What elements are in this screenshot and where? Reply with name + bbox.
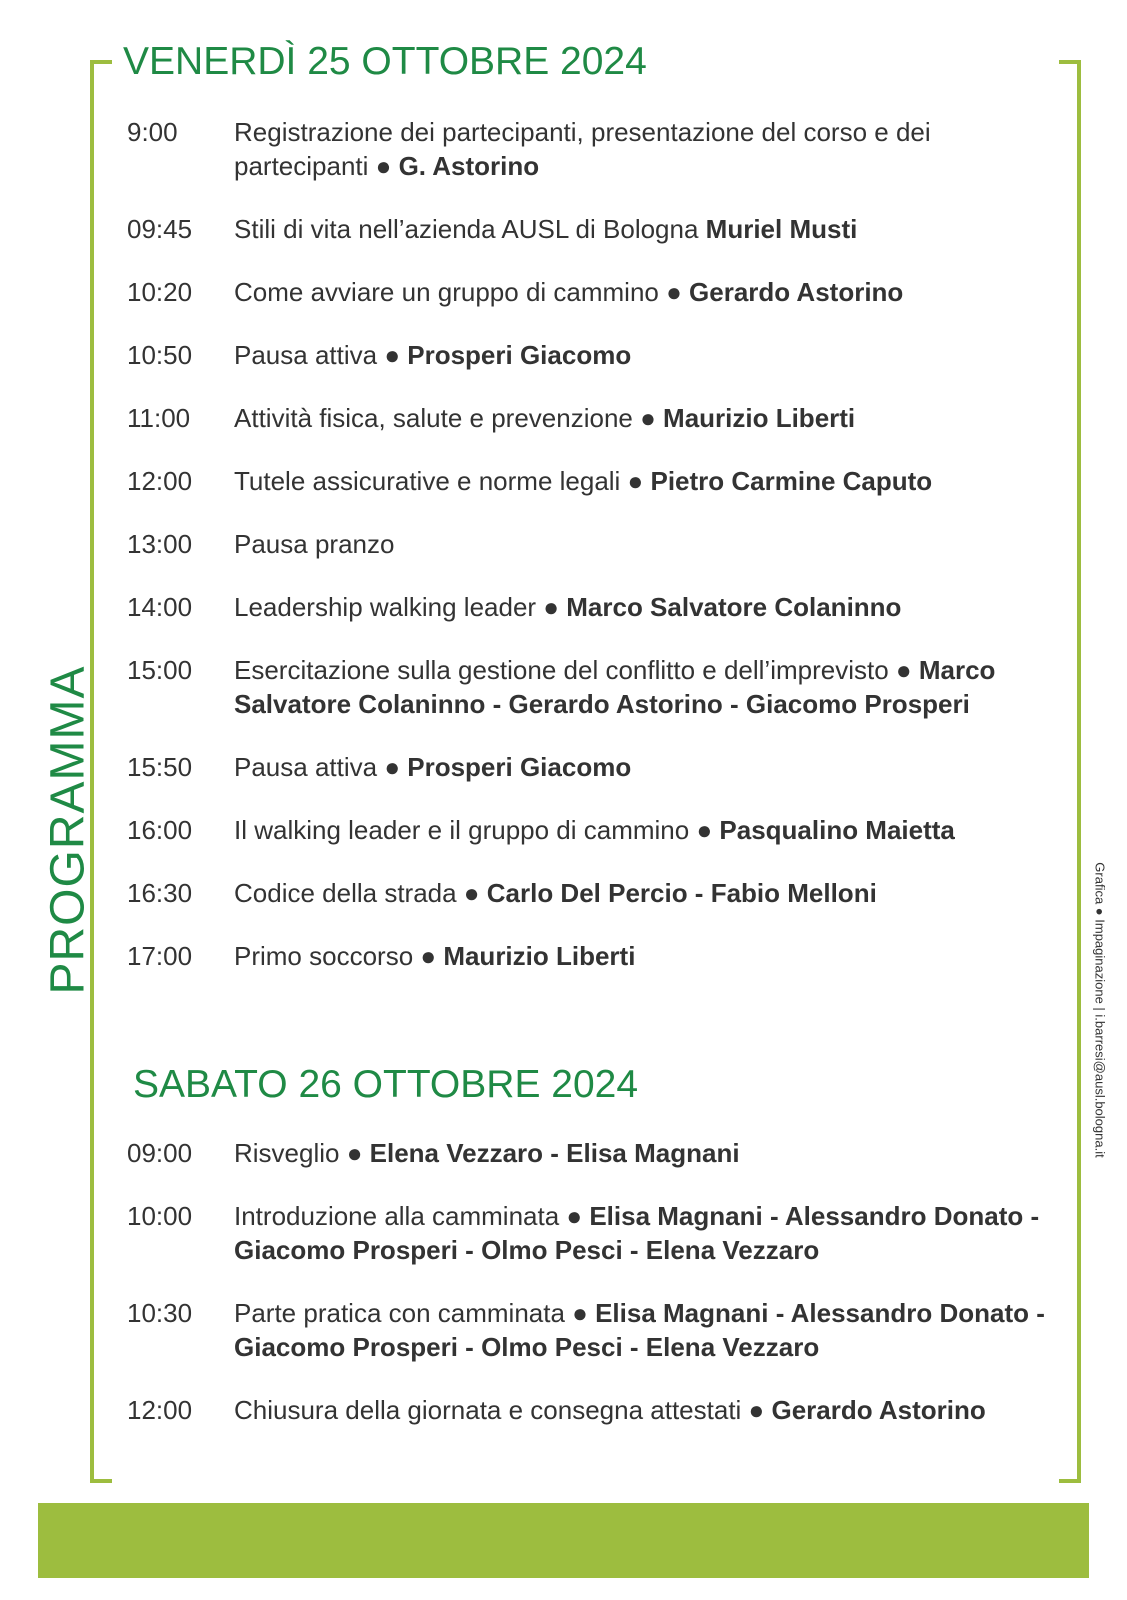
schedule-row: [127, 464, 1047, 498]
session-title: Pausa attiva ●: [234, 340, 408, 370]
session-speaker: Elisa Magnani - Alessandro Donato - Giacomo Prosperi - Olmo Pesci - Elena Vezzaro: [234, 1201, 1040, 1265]
schedule-description: [234, 813, 1047, 847]
schedule-row: [127, 275, 1047, 309]
schedule-description: [234, 750, 1047, 784]
schedule-time: 14:00: [127, 592, 193, 622]
schedule-time: 12:00: [127, 466, 193, 496]
schedule-description: [234, 1393, 1047, 1427]
right-bracket-frame: [1059, 60, 1081, 1483]
schedule-time: 15:00: [127, 655, 193, 685]
schedule-row: [127, 939, 1047, 973]
schedule-time: 16:00: [127, 815, 193, 845]
schedule-row: [127, 590, 1047, 624]
session-title: Chiusura della giornata e consegna attestati ●: [234, 1395, 772, 1425]
day1-title: VENERDÌ 25 OTTOBRE 2024: [123, 40, 647, 83]
schedule-time: 9:00: [127, 117, 178, 147]
session-speaker: Gerardo Astorino: [689, 277, 904, 307]
session-title: Come avviare un gruppo di cammino ●: [234, 277, 690, 307]
session-speaker: Carlo Del Percio - Fabio Melloni: [486, 878, 877, 908]
session-title: Primo soccorso ●: [234, 941, 444, 971]
session-title: Tutele assicurative e norme legali ●: [234, 466, 651, 496]
session-title: Leadership walking leader ●: [234, 592, 567, 622]
session-speaker: Marco Salvatore Colaninno: [566, 592, 902, 622]
schedule-row: [127, 1393, 1047, 1427]
session-speaker: Prosperi Giacomo: [407, 752, 632, 782]
schedule-time: 17:00: [127, 941, 193, 971]
schedule-description: [234, 590, 1047, 624]
session-title: Attività fisica, salute e prevenzione ●: [234, 403, 664, 433]
schedule-time: 10:30: [127, 1298, 193, 1328]
schedule-description: [234, 1136, 1047, 1170]
schedule-row: [127, 401, 1047, 435]
session-title: Il walking leader e il gruppo di cammino ●: [234, 815, 720, 845]
session-title: Registrazione dei partecipanti, presentazione del corso e dei partecipanti ●: [234, 117, 931, 181]
schedule-row: [127, 527, 1047, 561]
schedule-time: 10:50: [127, 340, 193, 370]
session-title: Stili di vita nell’azienda AUSL di Bologna: [234, 214, 706, 244]
schedule-row: [127, 876, 1047, 910]
session-title: Risveglio ●: [234, 1138, 370, 1168]
session-speaker: Pietro Carmine Caputo: [650, 466, 933, 496]
schedule-time: 09:00: [127, 1138, 193, 1168]
schedule-row: [127, 1199, 1047, 1267]
session-speaker: Prosperi Giacomo: [407, 340, 632, 370]
schedule-row: [127, 653, 1047, 721]
day2-schedule: [127, 1136, 1047, 1456]
session-title: Codice della strada ●: [234, 878, 487, 908]
schedule-row: [127, 1296, 1047, 1364]
schedule-row: [127, 1136, 1047, 1170]
schedule-description: [234, 939, 1047, 973]
schedule-time: 15:50: [127, 752, 193, 782]
schedule-row: [127, 338, 1047, 372]
schedule-description: [234, 275, 1047, 309]
schedule-time: 09:45: [127, 214, 193, 244]
schedule-time: 12:00: [127, 1395, 193, 1425]
schedule-description: [234, 1199, 1047, 1267]
session-speaker: Maurizio Liberti: [663, 403, 856, 433]
session-speaker: Gerardo Astorino: [771, 1395, 986, 1425]
schedule-description: [234, 876, 1047, 910]
session-speaker: Maurizio Liberti: [443, 941, 636, 971]
day1-schedule: [127, 115, 1047, 1002]
session-title: Parte pratica con camminata ●: [234, 1298, 596, 1328]
schedule-description: [234, 653, 1047, 721]
schedule-row: [127, 212, 1047, 246]
programma-vertical-title: PROGRAMMA: [41, 665, 95, 995]
schedule-time: 10:00: [127, 1201, 193, 1231]
session-speaker: Muriel Musti: [705, 214, 858, 244]
day2-title: SABATO 26 OTTOBRE 2024: [133, 1063, 639, 1106]
schedule-time: 13:00: [127, 529, 193, 559]
schedule-row: [127, 115, 1047, 183]
session-title: Pausa attiva ●: [234, 752, 408, 782]
schedule-row: [127, 813, 1047, 847]
schedule-description: [234, 212, 1047, 246]
session-speaker: Pasqualino Maietta: [719, 815, 955, 845]
session-title: Introduzione alla camminata ●: [234, 1201, 590, 1231]
schedule-time: 11:00: [127, 403, 191, 433]
graphic-credit: Grafica ● Impaginazione | i.barresi@ausl.bologna.it: [1092, 862, 1108, 1158]
schedule-description: [234, 527, 1047, 561]
schedule-description: [234, 1296, 1047, 1364]
session-speaker: Marco Salvatore Colaninno - Gerardo Astorino - Giacomo Prosperi: [234, 655, 996, 719]
session-speaker: G. Astorino: [398, 151, 540, 181]
session-speaker: Elisa Magnani - Alessandro Donato - Giacomo Prosperi - Olmo Pesci - Elena Vezzaro: [234, 1298, 1045, 1362]
session-title: Esercitazione sulla gestione del conflitto e dell’imprevisto ●: [234, 655, 919, 685]
schedule-description: [234, 338, 1047, 372]
footer-band: [38, 1503, 1089, 1578]
session-speaker: Elena Vezzaro - Elisa Magnani: [369, 1138, 740, 1168]
session-title: Pausa pranzo: [234, 529, 395, 559]
schedule-description: [234, 115, 1047, 183]
schedule-description: [234, 401, 1047, 435]
schedule-description: [234, 464, 1047, 498]
schedule-row: [127, 750, 1047, 784]
schedule-time: 10:20: [127, 277, 193, 307]
schedule-time: 16:30: [127, 878, 193, 908]
